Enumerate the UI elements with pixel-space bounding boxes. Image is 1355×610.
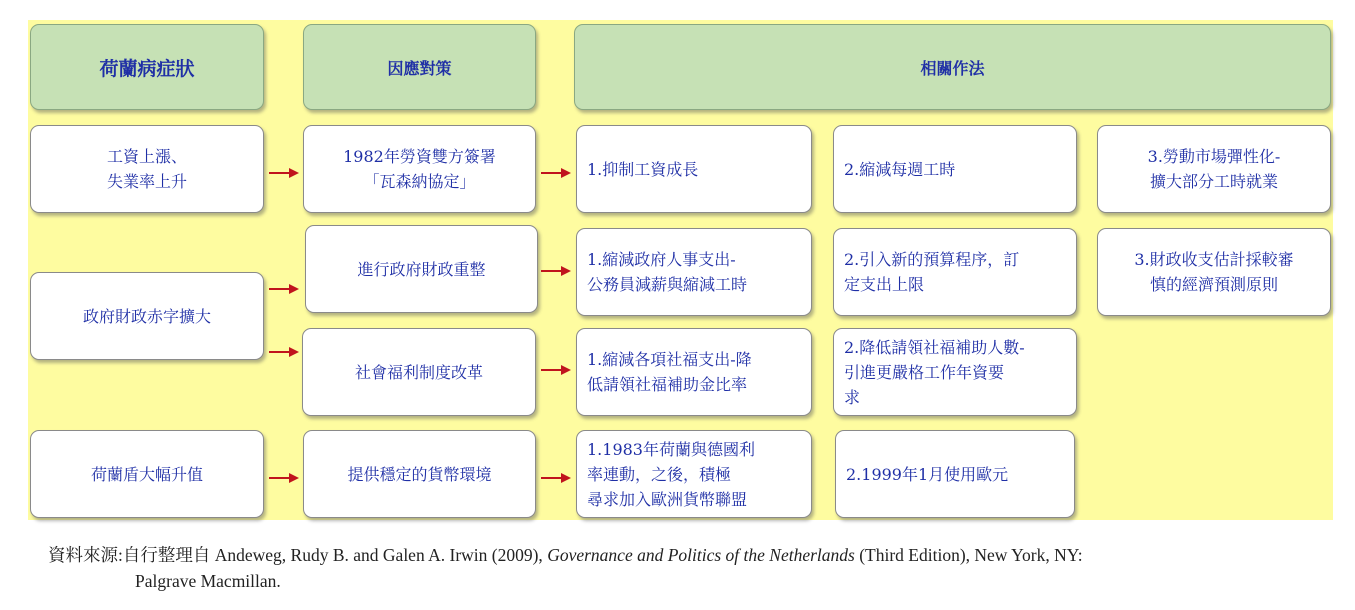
symptom-guilder: 荷蘭盾大幅升值 xyxy=(30,430,264,518)
measure-currency-2: 2.1999年1月使用歐元 xyxy=(835,430,1075,518)
response-monetary: 提供穩定的貨幣環境 xyxy=(303,430,536,518)
symptom-wage: 工資上漲、 失業率上升 xyxy=(30,125,264,213)
measure-welfare-1: 1.縮減各項社福支出-降 低請領社福補助金比率 xyxy=(576,328,812,416)
arrow-wage-to-response xyxy=(269,167,299,179)
arrow-guilder-to-response xyxy=(269,472,299,484)
header-measures: 相關作法 xyxy=(574,24,1331,110)
arrow-deficit-to-welfare xyxy=(269,346,299,358)
header-responses: 因應對策 xyxy=(303,24,536,110)
arrow-reform-to-measures xyxy=(541,265,571,277)
source-publisher: Palgrave Macmillan. xyxy=(135,571,281,591)
measure-wage-3: 3.勞動市場彈性化- 擴大部分工時就業 xyxy=(1097,125,1331,213)
measure-currency-1: 1.1983年荷蘭與德國利 率連動，之後，積極 尋求加入歐洲貨幣聯盟 xyxy=(576,430,812,518)
source-title: Governance and Politics of the Netherlands xyxy=(547,545,855,565)
arrow-welfare-to-measures xyxy=(541,364,571,376)
measure-wage-1: 1.抑制工資成長 xyxy=(576,125,812,213)
arrow-monetary-to-measures xyxy=(541,472,571,484)
measure-fiscal-3: 3.財政收支估計採較審 慎的經濟預測原則 xyxy=(1097,228,1331,316)
measure-wage-2: 2.縮減每週工時 xyxy=(833,125,1077,213)
symptom-deficit: 政府財政赤字擴大 xyxy=(30,272,264,360)
source-prefix: 資料來源:自行整理自 Andeweg, Rudy B. and Galen A. Irwin (2009), xyxy=(48,545,548,565)
source-note xyxy=(48,542,1328,594)
response-wassenaar: 1982年勞資雙方簽署 「瓦森納協定」 xyxy=(303,125,536,213)
measure-fiscal-2: 2.引入新的預算程序，訂 定支出上限 xyxy=(833,228,1077,316)
source-suffix: (Third Edition), New York, NY: xyxy=(854,545,1083,565)
response-welfare-reform: 社會福利制度改革 xyxy=(302,328,536,416)
response-fiscal-reform: 進行政府財政重整 xyxy=(305,225,538,313)
arrow-deficit-to-reform xyxy=(269,283,299,295)
arrow-wage-to-measures xyxy=(541,167,571,179)
measure-fiscal-1: 1.縮減政府人事支出- 公務員減薪與縮減工時 xyxy=(576,228,812,316)
measure-welfare-2: 2.降低請領社福補助人數- 引進更嚴格工作年資要 求 xyxy=(833,328,1077,416)
header-symptoms: 荷蘭病症狀 xyxy=(30,24,264,110)
